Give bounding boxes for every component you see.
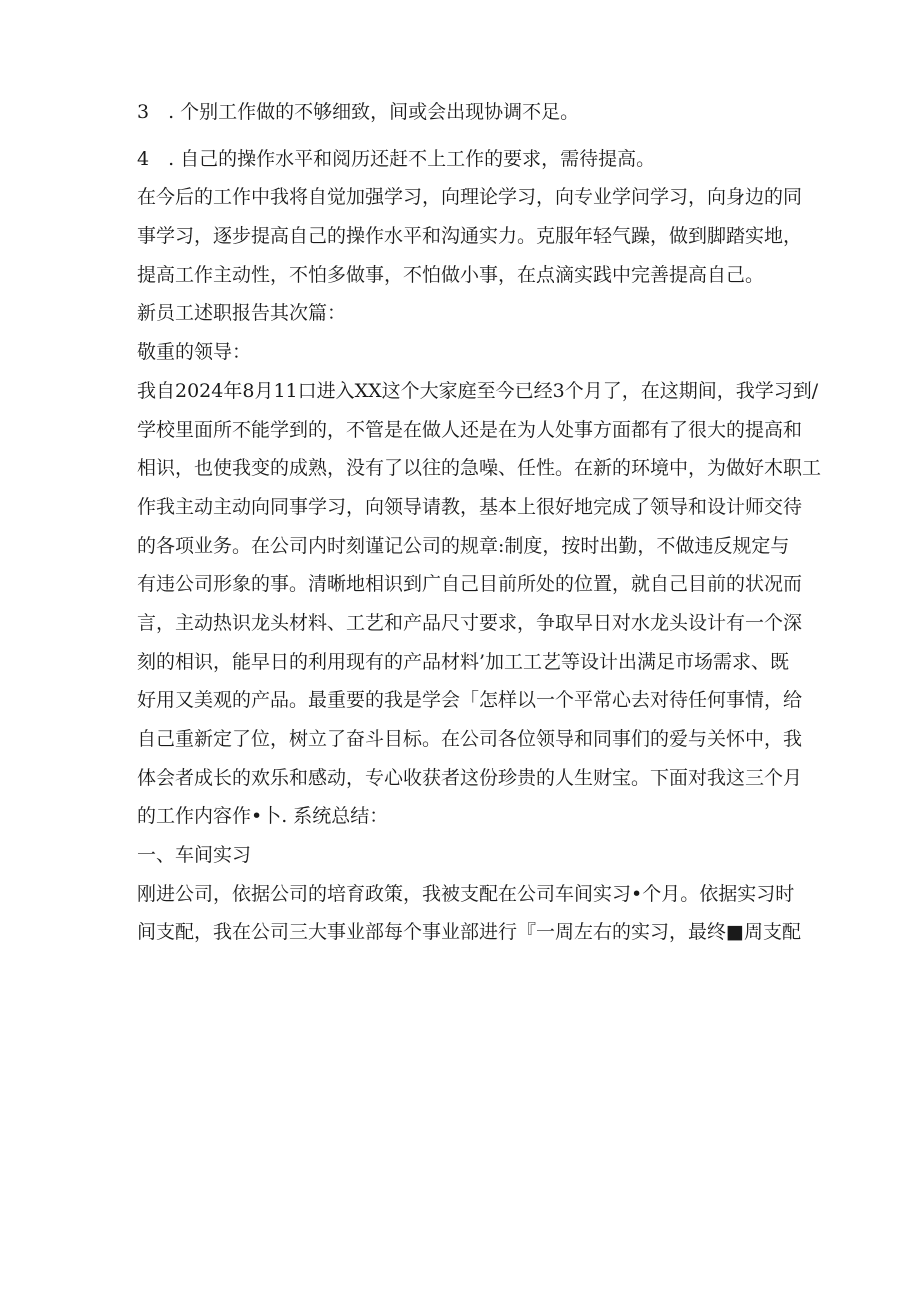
paragraph-line: 在今后的工作中我将自觉加强学习，向理论学习，向专业学问学习，向身边的同 [137, 186, 803, 209]
paragraph-line: 刻的相识，能早日的利用现有的产品材料’加工工艺等设计出满足市场需求、既 [137, 650, 790, 673]
paragraph-line: 言，主动热识龙头材料、工艺和产品尺寸要求，争取早日对水龙头设计有一个深 [137, 611, 803, 634]
line-spacer [137, 132, 793, 140]
paragraph-line: 间支配，我在公司三大事业部每个事业部进行『一周左右的实习，最终■周支配 [137, 921, 801, 944]
paragraph-line: 的工作内容作•卜. 系统总结： [137, 805, 389, 828]
paragraph-line: 体会者成长的欢乐和感动，专心收获者这份珍贵的人生财宝。下面对我这三个月 [137, 766, 803, 789]
paragraph-line: 学校里面所不能学到的，不管是在做人还是在为人处事方面都有了很大的提高和 [137, 418, 803, 441]
paragraph-line: 事学习，逐步提高自己的操作水平和沟通实力。克服年轻气躁，做到脚踏实地， [137, 225, 803, 248]
list-item-4: 4 . 自己的操作水平和阅历还赶不上工作的要求，需待提高。 [137, 147, 656, 170]
salutation: 敬重的领导： [137, 341, 252, 364]
paragraph-line: 好用又美观的产品。最重要的我是学会「怎样以一个平常心去对待任何事情，给 [137, 689, 803, 712]
paragraph-line: 相识，也使我变的成熟，没有了以往的急噪、任性。在新的环境中，为做好木职工 [137, 457, 822, 480]
section-heading: 一、车间实习 [137, 844, 252, 867]
paragraph-line: 自己重新定了位，树立了奋斗目标。在公司各位领导和同事们的爱与关怀中，我 [137, 728, 803, 750]
paragraph-line: 有违公司形象的事。清晰地相识到广自己目前所处的位置，就自己目前的状况而 [137, 573, 803, 596]
paragraph-line: 刚进公司，依据公司的培育政策，我被支配在公司车间实习•个月。依据实习时 [137, 882, 795, 905]
document-body [137, 93, 822, 952]
paragraph-line: 我自2024年8月11口进入XX这个大家庭至今已经3个月了，在这期间，我学习到/ [137, 379, 819, 402]
paragraph-line: 作我主动主动向同事学习，向领导请教，基本上很好地完成了领导和设计师交待 [137, 495, 803, 518]
paragraph-line: 的各项业务。在公司内时刻谨记公司的规章:制度，按时出勤，不做违反规定与 [137, 534, 790, 557]
paragraph-line: 提高工作主动性，不怕多做事，不怕做小事，在点滴实践中完善提高自己。 [137, 263, 765, 286]
section-title: 新员工述职报告其次篇： [137, 302, 347, 325]
list-item-3: 3 . 个别工作做的不够细致，间或会出现协调不足。 [137, 101, 580, 123]
